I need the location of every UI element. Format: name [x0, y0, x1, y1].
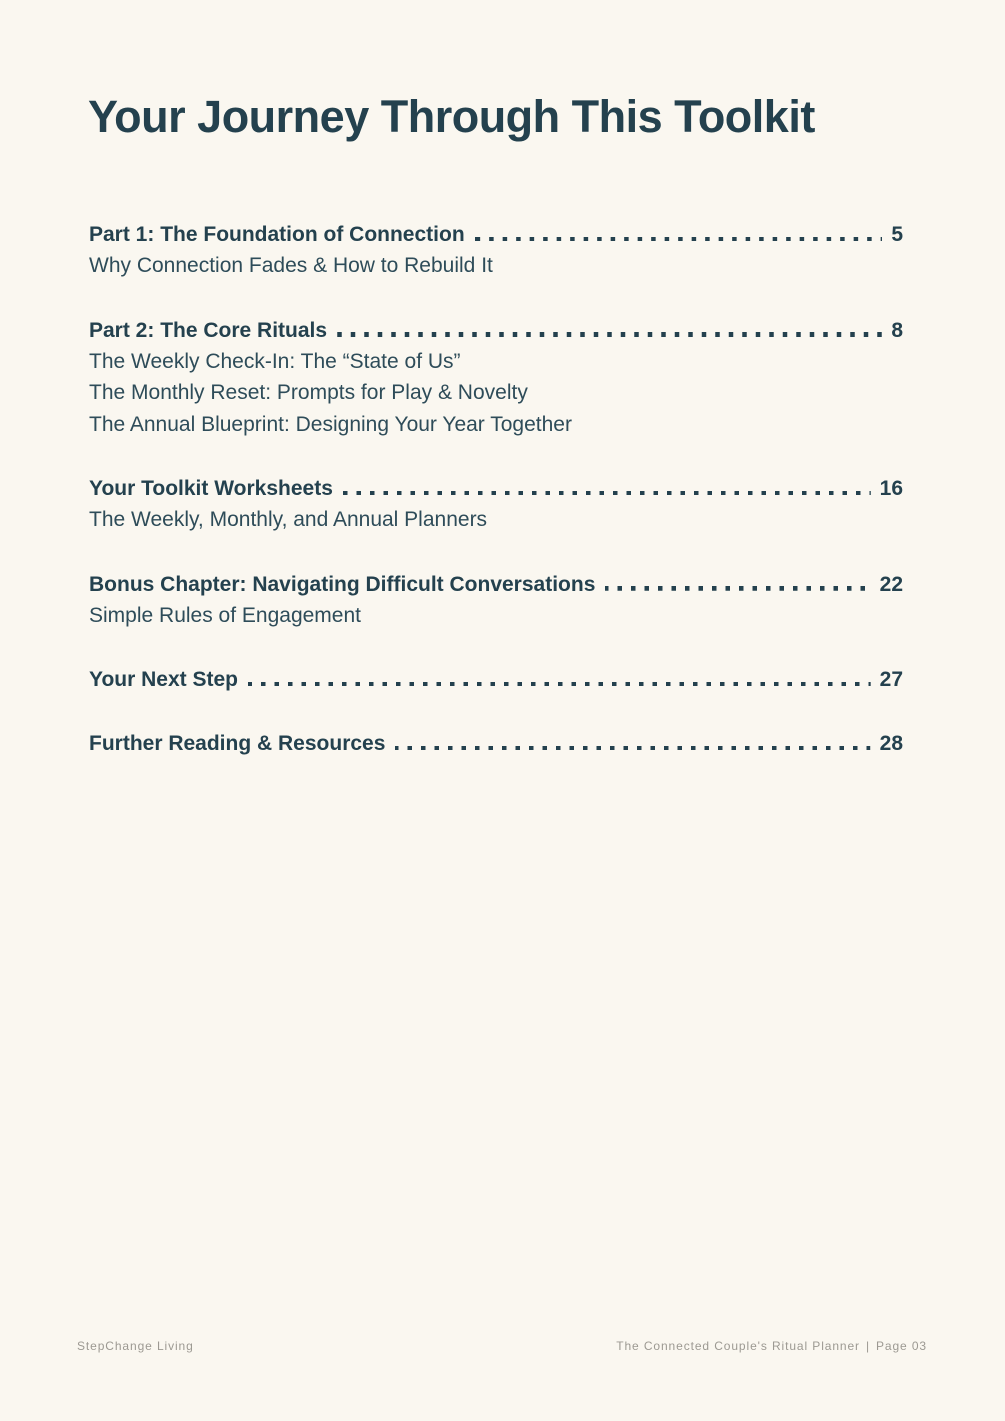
toc-entry-title[interactable]: Your Next Step	[89, 668, 238, 691]
toc-entry[interactable]	[89, 219, 903, 250]
toc-section	[89, 728, 903, 759]
toc-entry[interactable]	[89, 728, 903, 759]
footer-page-number: Page 03	[875, 1339, 927, 1353]
toc-entry-title[interactable]: Part 2: The Core Rituals	[89, 318, 328, 342]
toc-entry-page-number: 5	[891, 223, 903, 246]
toc-entry-title[interactable]: Bonus Chapter: Navigating Difficult Conversations	[89, 572, 596, 596]
footer-separator: |	[865, 1339, 870, 1353]
toc-entry[interactable]	[89, 664, 903, 695]
toc-entry-page-number: 22	[879, 572, 903, 596]
toc-entry-page-number: 27	[879, 668, 903, 691]
table-of-contents	[89, 219, 903, 792]
page-title: Your Journey Through This Toolkit	[88, 91, 815, 142]
toc-subentry: The Monthly Reset: Prompts for Play & Novelty	[89, 381, 528, 404]
toc-entry-page-number: 28	[879, 732, 903, 755]
toc-subentry: Why Connection Fades & How to Rebuild It	[89, 254, 493, 277]
dot-leader	[395, 746, 870, 751]
footer-brand: StepChange Living	[77, 1339, 194, 1353]
footer-doc-info	[616, 1339, 927, 1353]
toc-entry-title[interactable]: Further Reading & Resources	[89, 732, 386, 755]
toc-entry-title[interactable]: Your Toolkit Worksheets	[89, 477, 333, 500]
dot-leader	[343, 491, 871, 496]
toc-entry[interactable]	[89, 315, 903, 346]
toc-subentry: Simple Rules of Engagement	[89, 603, 361, 627]
dot-leader	[337, 332, 882, 337]
toc-section	[89, 219, 903, 282]
toc-entry-page-number: 8	[891, 318, 903, 342]
footer-doc-title: The Connected Couple's Ritual Planner	[616, 1339, 860, 1353]
toc-section	[89, 569, 903, 632]
toc-subentry: The Annual Blueprint: Designing Your Year Together	[89, 412, 572, 436]
toc-subentry: The Weekly, Monthly, and Annual Planners	[89, 508, 488, 531]
toc-section	[89, 315, 903, 441]
page-footer	[77, 1339, 927, 1353]
dot-leader	[475, 237, 883, 242]
toc-entry-title[interactable]: Part 1: The Foundation of Connection	[89, 223, 465, 246]
toc-subentry: The Weekly Check-In: The “State of Us”	[89, 349, 461, 373]
toc-entry[interactable]	[89, 569, 903, 600]
toc-entry-page-number: 16	[879, 477, 903, 500]
toc-section	[89, 473, 903, 536]
toc-entry[interactable]	[89, 473, 903, 504]
toc-section	[89, 664, 903, 695]
dot-leader	[248, 682, 871, 687]
dot-leader	[605, 586, 870, 591]
